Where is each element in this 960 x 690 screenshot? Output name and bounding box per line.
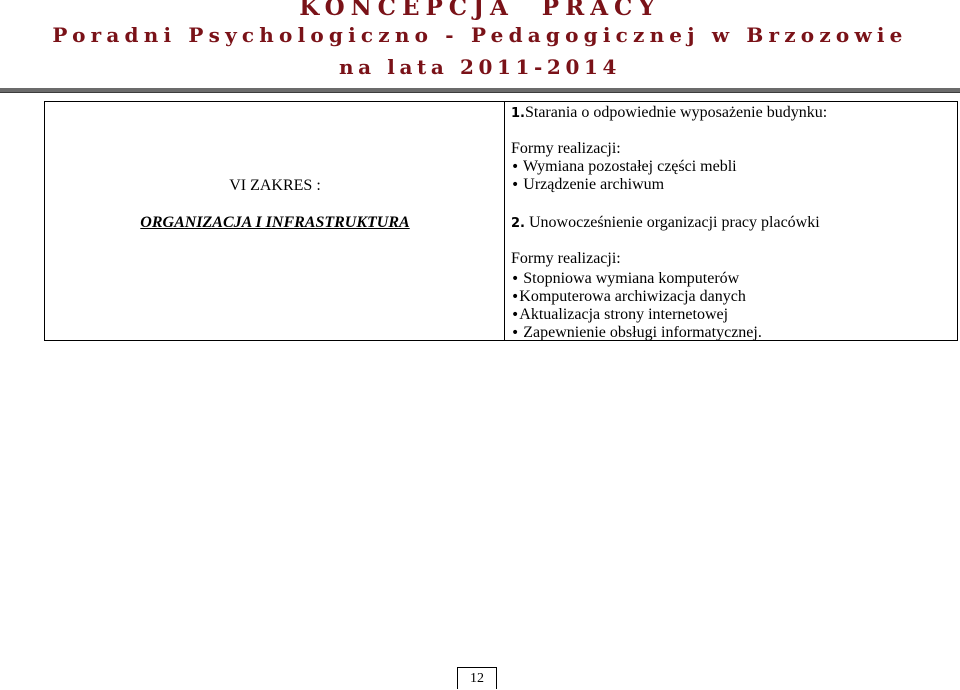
bullet-icon: • — [511, 177, 520, 193]
task-2-number: 2. — [511, 216, 525, 231]
task-1-item: • Wymiana pozostałej części mebli — [511, 158, 737, 175]
bullet-icon: • — [511, 271, 520, 287]
header-divider — [0, 88, 960, 93]
task-1-heading — [511, 104, 827, 123]
task-2-title: Unowocześnienie organizacji pracy placówki — [528, 214, 820, 231]
task-2-item: •Aktualizacja strony internetowej — [511, 306, 729, 323]
bullet-icon: • — [511, 325, 520, 341]
content-table — [44, 101, 958, 341]
task-1-title: Starania o odpowiednie wyposażenie budynku: — [524, 104, 828, 121]
header-institution: Poradni Psychologiczno - Pedagogicznej w Brzozowie — [52, 23, 908, 47]
task-1-number: 1. — [511, 106, 525, 121]
page-number: 12 — [457, 667, 497, 689]
scope-cell — [45, 102, 505, 340]
task-2-heading — [511, 214, 820, 233]
scope-name: ORGANIZACJA I INFRASTRUKTURA — [140, 214, 410, 231]
bullet-icon: • — [511, 307, 520, 323]
task-2-item: • Zapewnienie obsługi informatycznej. — [511, 324, 762, 341]
task-2-item: •Komputerowa archiwizacja danych — [511, 288, 746, 305]
task-1-forms-label: Formy realizacji: — [511, 140, 621, 157]
bullet-icon: • — [511, 289, 520, 305]
bullet-icon: • — [511, 159, 520, 175]
scope-heading: VI ZAKRES : — [229, 177, 321, 194]
task-2-forms-label: Formy realizacji: — [511, 250, 621, 267]
task-2-item: • Stopniowa wymiana komputerów — [511, 270, 740, 287]
header-period: na lata 2011-2014 — [338, 55, 621, 79]
task-1-item: • Urządzenie archiwum — [511, 176, 665, 193]
header-title: KONCEPCJA PRACY — [299, 0, 661, 21]
